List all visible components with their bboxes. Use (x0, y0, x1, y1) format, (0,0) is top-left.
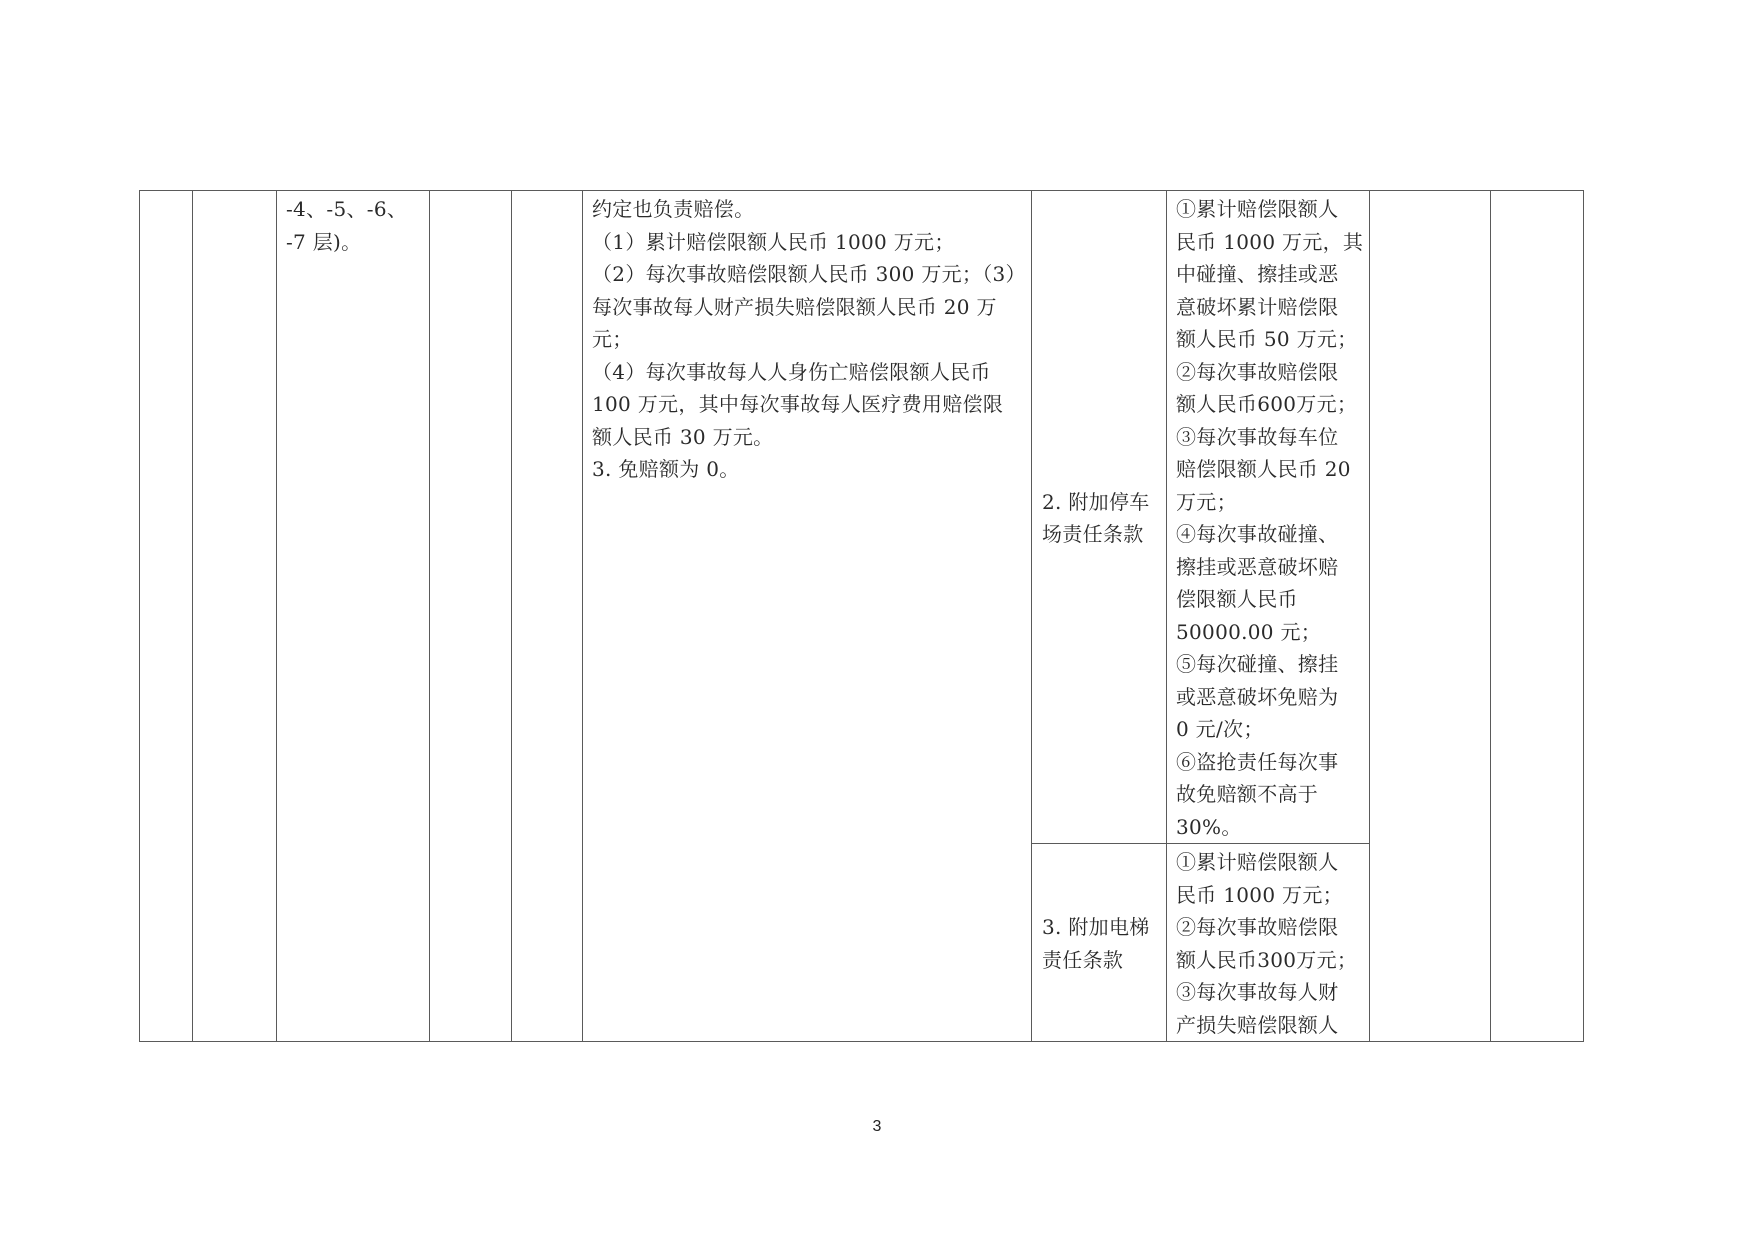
clause-text-line: 3. 免赔额为 0。 (592, 457, 740, 481)
table-cell-col10 (1491, 191, 1584, 1042)
limit-line: ⑤每次碰撞、擦挂 (1176, 652, 1339, 676)
limit-line: 故免赔额不高于 (1176, 782, 1319, 806)
limit-line: 或恶意破坏免赔为 (1176, 684, 1339, 709)
limit-line: ③每次事故每车位 (1176, 424, 1339, 449)
limit-line: 50000.00 元； (1176, 619, 1322, 644)
table-cell-col9 (1370, 191, 1491, 1042)
limit-line: 民币 1000 万元，其 (1176, 229, 1364, 254)
limit-line: ⑥盗抢责任每次事 (1176, 749, 1339, 774)
limit-line: 额人民币600万元； (1176, 392, 1358, 416)
limit-line: 中碰撞、擦挂或恶 (1176, 262, 1339, 286)
table-row (140, 191, 1584, 844)
limit-line: ①累计赔偿限额人 (1176, 850, 1339, 874)
additional-clause-name-cell (1032, 191, 1167, 844)
limit-line: 偿限额人民币 (1176, 587, 1298, 611)
limit-line: ②每次事故赔偿限 (1176, 359, 1339, 384)
clause-text-line: （4）每次事故每人人身伤亡赔偿限额人民币 (592, 359, 991, 384)
limit-line: 30%。 (1176, 814, 1242, 839)
clause-text-line: 额人民币 30 万元。 (592, 424, 774, 449)
limit-line: ①累计赔偿限额人 (1176, 197, 1339, 221)
additional-clause-name-line: 场责任条款 (1042, 522, 1144, 546)
clause-text-line: 每次事故每人财产损失赔偿限额人民币 20 万 (592, 294, 997, 319)
limit-line: 赔偿限额人民币 20 (1176, 457, 1351, 481)
limit-line: ④每次事故碰撞、 (1176, 522, 1339, 546)
limit-line: 额人民币 50 万元； (1176, 327, 1358, 351)
limit-line: ②每次事故赔偿限 (1176, 915, 1339, 939)
floor-scope-line: -7 层)。 (286, 229, 362, 254)
additional-clause-name-line: 责任条款 (1042, 947, 1124, 972)
limit-line: 万元； (1176, 489, 1237, 514)
table-cell-col5 (512, 191, 583, 1042)
limit-line: 额人民币300万元； (1176, 947, 1358, 972)
clause-text-line: 元； (592, 327, 633, 351)
additional-clause-name-cell (1032, 844, 1167, 1042)
limit-line: 意破坏累计赔偿限 (1176, 294, 1339, 319)
page-number: 3 (872, 1118, 882, 1135)
additional-clause-limits-cell (1167, 844, 1370, 1042)
table-cell-col1 (140, 191, 193, 1042)
limit-line: 擦挂或恶意破坏赔 (1176, 554, 1339, 579)
clause-text-line: 约定也负责赔偿。 (592, 197, 755, 221)
limit-line: ③每次事故每人财 (1176, 980, 1339, 1004)
additional-clause-name-line: 3. 附加电梯 (1042, 915, 1150, 939)
limit-line: 0 元/次； (1176, 717, 1264, 741)
insurance-terms-table (139, 190, 1584, 1042)
clause-text-line: （1）累计赔偿限额人民币 1000 万元； (592, 229, 955, 254)
table-cell-col4 (430, 191, 512, 1042)
floor-scope-line: -4、-5、-6、 (286, 197, 408, 221)
additional-clause-name-line: 2. 附加停车 (1042, 489, 1150, 514)
clause-text-line: 100 万元，其中每次事故每人医疗费用赔偿限 (592, 392, 1004, 416)
additional-clause-limits-cell (1167, 191, 1370, 844)
clause-text-line: （2）每次事故赔偿限额人民币 300 万元；（3） (592, 262, 1026, 286)
limit-line: 产损失赔偿限额人 (1176, 1012, 1339, 1037)
clause-text-cell (583, 191, 1032, 1042)
table-cell-col2 (193, 191, 277, 1042)
floor-scope-cell (277, 191, 430, 1042)
limit-line: 民币 1000 万元； (1176, 882, 1343, 907)
